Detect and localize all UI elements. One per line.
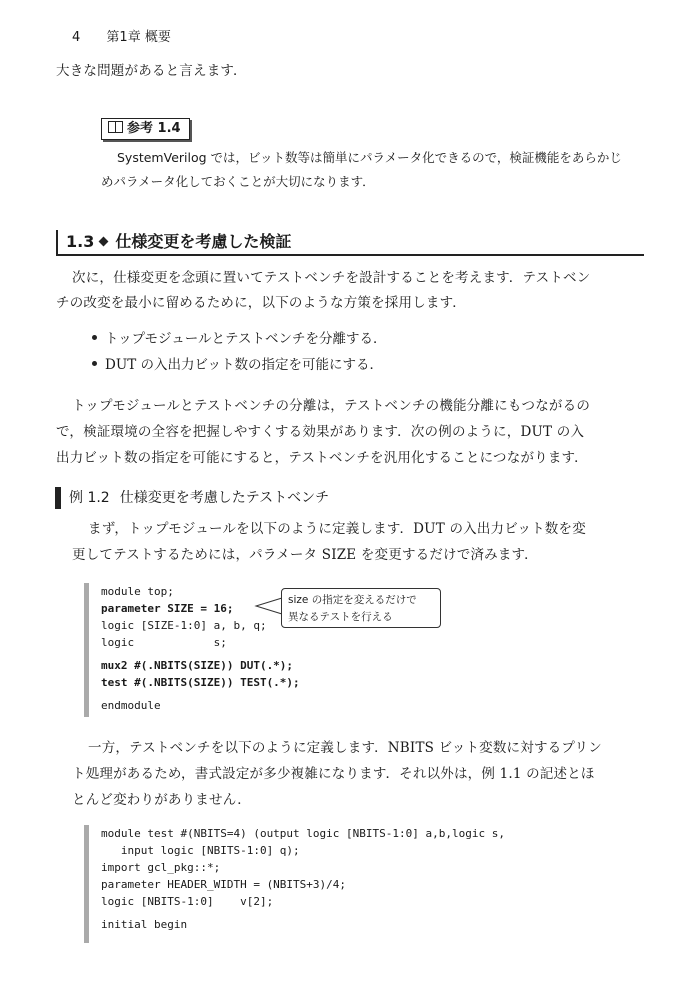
section-title: 仕様変更を考慮した検証 (115, 232, 292, 251)
code-block-test-module (84, 825, 505, 943)
bullet-item: DUT の入出力ビット数の指定を可能にする． (92, 353, 383, 377)
para4-line-3: とんど変わりがありません． (72, 792, 251, 808)
page-number: 4 (72, 30, 81, 45)
code-line: input logic [NBITS-1:0] q); (101, 844, 300, 857)
example-number: 例 1.2 (69, 490, 110, 506)
para3-line-2: 更してテストするためには，パラメータ SIZE を変更するだけで済みます． (72, 547, 538, 563)
code-callout (281, 588, 441, 628)
code-line: import gcl_pkg::*; (101, 861, 221, 874)
para1-line-1: 次に，仕様変更を念頭に置いてテストベンチを設計することを考えます．テストベン (72, 270, 591, 286)
para3-line-1: まず，トップモジュールを以下のように定義します．DUT の入出力ビット数を変 (88, 521, 586, 537)
code-line: logic s; (101, 636, 227, 649)
bullet-dot-icon (92, 335, 97, 340)
running-header (72, 26, 171, 45)
callout-line-1: size の指定を変えるだけで (288, 594, 417, 606)
chapter-title: 第1章 概要 (106, 30, 171, 45)
book-icon (108, 121, 123, 133)
reference-text-line-2: めパラメータ化しておくことが大切になります． (101, 174, 375, 189)
code-line: parameter SIZE = 16; (101, 602, 234, 615)
para4-line-2: ト処理があるため，書式設定が多少複雑になります．それ以外は，例 1.1 の記述とほ (72, 766, 595, 782)
code-line: endmodule (101, 699, 161, 712)
callout-pointer (254, 596, 284, 616)
para4-line-1: 一方，テストベンチを以下のように定義します．NBITS ビット変数に対するプリン (88, 740, 602, 756)
section-heading (56, 230, 644, 256)
code-line: initial begin (101, 918, 188, 931)
para2-line-1: トップモジュールとテストベンチの分離は，テストベンチの機能分離にもつながるの (72, 398, 591, 414)
reference-label: 参考 1.4 (101, 118, 190, 140)
example-heading (55, 487, 329, 509)
callout-line-2: 異なるテストを行える (288, 611, 393, 623)
bullet-item: トップモジュールとテストベンチを分離する． (92, 327, 386, 351)
example-title: 仕様変更を考慮したテストベンチ (119, 490, 330, 506)
code-line: parameter HEADER_WIDTH = (NBITS+3)/4; (101, 878, 347, 891)
diamond-icon (99, 237, 109, 247)
reference-text-line-1: SystemVerilog では，ビット数等は簡単にパラメータ化できるので，検証機能をあらかじ (117, 150, 622, 165)
code-line: module top; (101, 585, 174, 598)
code-line: test #(.NBITS(SIZE)) TEST(.*); (101, 676, 300, 689)
bullet-dot-icon (92, 361, 97, 366)
section-number: 1.3 (66, 232, 95, 251)
code-line: logic [NBITS-1:0] v[2]; (101, 895, 274, 908)
para2-line-2: で，検証環境の全容を把握しやすくする効果があります．次の例のように，DUT の入 (56, 424, 585, 440)
para1-line-2: チの改変を最小に留めるために，以下のような方策を採用します． (56, 295, 466, 311)
code-line: logic [SIZE-1:0] a, b, q; (101, 619, 267, 632)
code-line: module test #(NBITS=4) (output logic [NBITS-1:0] a,b,logic s, (101, 827, 505, 840)
intro-line: 大きな問題があると言えます． (56, 63, 247, 79)
code-line: mux2 #(.NBITS(SIZE)) DUT(.*); (101, 659, 294, 672)
para2-line-3: 出力ビット数の指定を可能にすると，テストベンチを汎用化することにつながります． (56, 450, 588, 466)
